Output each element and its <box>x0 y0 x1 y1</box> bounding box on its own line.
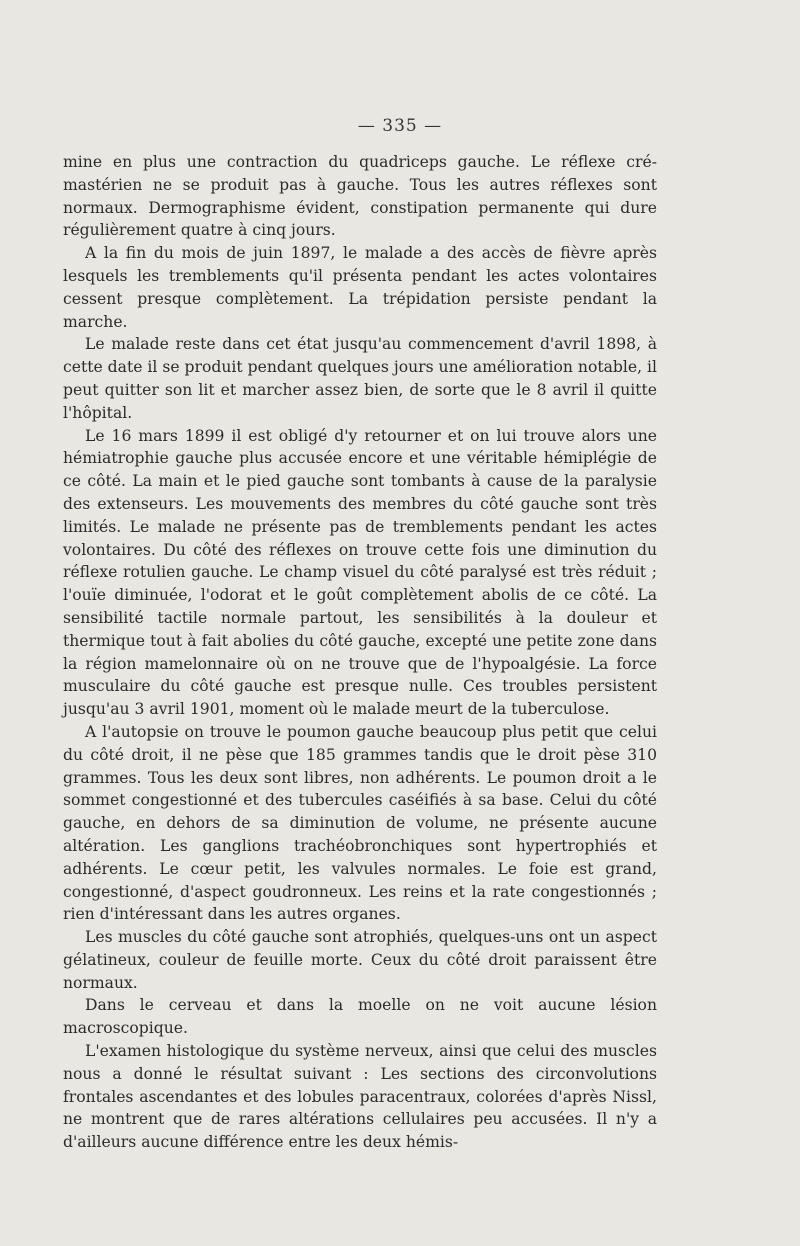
paragraph-brain: Dans le cerveau et dans la moelle on ne voit aucune lésion macroscopique. <box>63 996 657 1038</box>
paragraph-june-1897: A la fin du mois de juin 1897, le malade a des accès de fièvre après lesquels les tremblements qu'il présenta pendant les actes volontaires cessent presque complètement. La trépidation persiste pendant la marche. <box>63 244 657 331</box>
paragraph-reflexes: mine en plus une contraction du quadriceps gauche. Le réflexe cré-mastérien ne se produit pas à gauche. Tous les autres réflexes sont normaux. Dermographisme évident, constipation permanente qui dure régulièrement quatre à cinq jours. <box>63 153 657 240</box>
paragraph-muscles: Les muscles du côté gauche sont atrophiés, quelques-uns ont un aspect gélatineux, couleur de feuille morte. Ceux du côté droit paraissent être normaux. <box>63 928 657 992</box>
paragraph-march-1899: Le 16 mars 1899 il est obligé d'y retourner et on lui trouve alors une hémiatrophie gauche plus accusée encore et une véritable hémiplégie de ce côté. La main et le pied gauche sont tombants à cause de la paralysie des extenseurs. Les mouvements des membres du côté gauche sont très limités. Le malade ne présente pas de tremblements pendant les actes volontaires. Du côté des réflexes on trouve cette fois une diminution du réflexe rotulien gauche. Le champ visuel du côté paralysé est très réduit ; l'ouïe diminuée, l'odorat et le goût complètement abolis de ce côté. La sensibilité tactile normale partout, les sensibilités à la douleur et thermique tout à fait abolies du côté gauche, excepté une petite zone dans la région mamelonnaire où on ne trouve que de l'hypoalgésie. La force musculaire du côté gauche est presque nulle. Ces troubles persistent jusqu'au 3 avril 1901, moment où le malade meurt de la tuberculose. <box>63 426 657 719</box>
paragraph-april-1898: Le malade reste dans cet état jusqu'au commencement d'avril 1898, à cette date il se produit pendant quelques jours une amélioration notable, il peut quitter son lit et marcher assez bien, de sorte que le 8 avril il quitte l'hôpital. <box>63 335 657 422</box>
paragraph-autopsy: A l'autopsie on trouve le poumon gauche beaucoup plus petit que celui du côté droit, il ne pèse que 185 grammes tandis que le droit pèse 310 grammes. Tous les deux sont libres, non adhérents. Le poumon droit a le sommet congestionné et des tubercules caséifiés à sa base. Celui du côté gauche, en dehors de sa diminution de volume, ne présente aucune altération. Les ganglions trachéobronchiques sont hypertrophiés et adhérents. Le cœur petit, les valvules normales. Le foie est grand, congestionné, d'aspect goudronneux. Les reins et la rate congestionnés ; rien d'intéressant dans les autres organes. <box>63 722 657 924</box>
paragraph-histology: L'examen histologique du système nerveux, ainsi que celui des muscles nous a donné le résultat suivant : Les sections des circonvolutions frontales ascendantes et des lobules paracentraux, colorées d'après Nissl, ne montrent que de rares altérations cellulaires peu accusées. Il n'y a d'ailleurs aucune différence entre les deux hémis- <box>63 1042 657 1152</box>
page-body-text <box>63 151 657 1154</box>
page-number: — 335 — <box>357 116 443 136</box>
